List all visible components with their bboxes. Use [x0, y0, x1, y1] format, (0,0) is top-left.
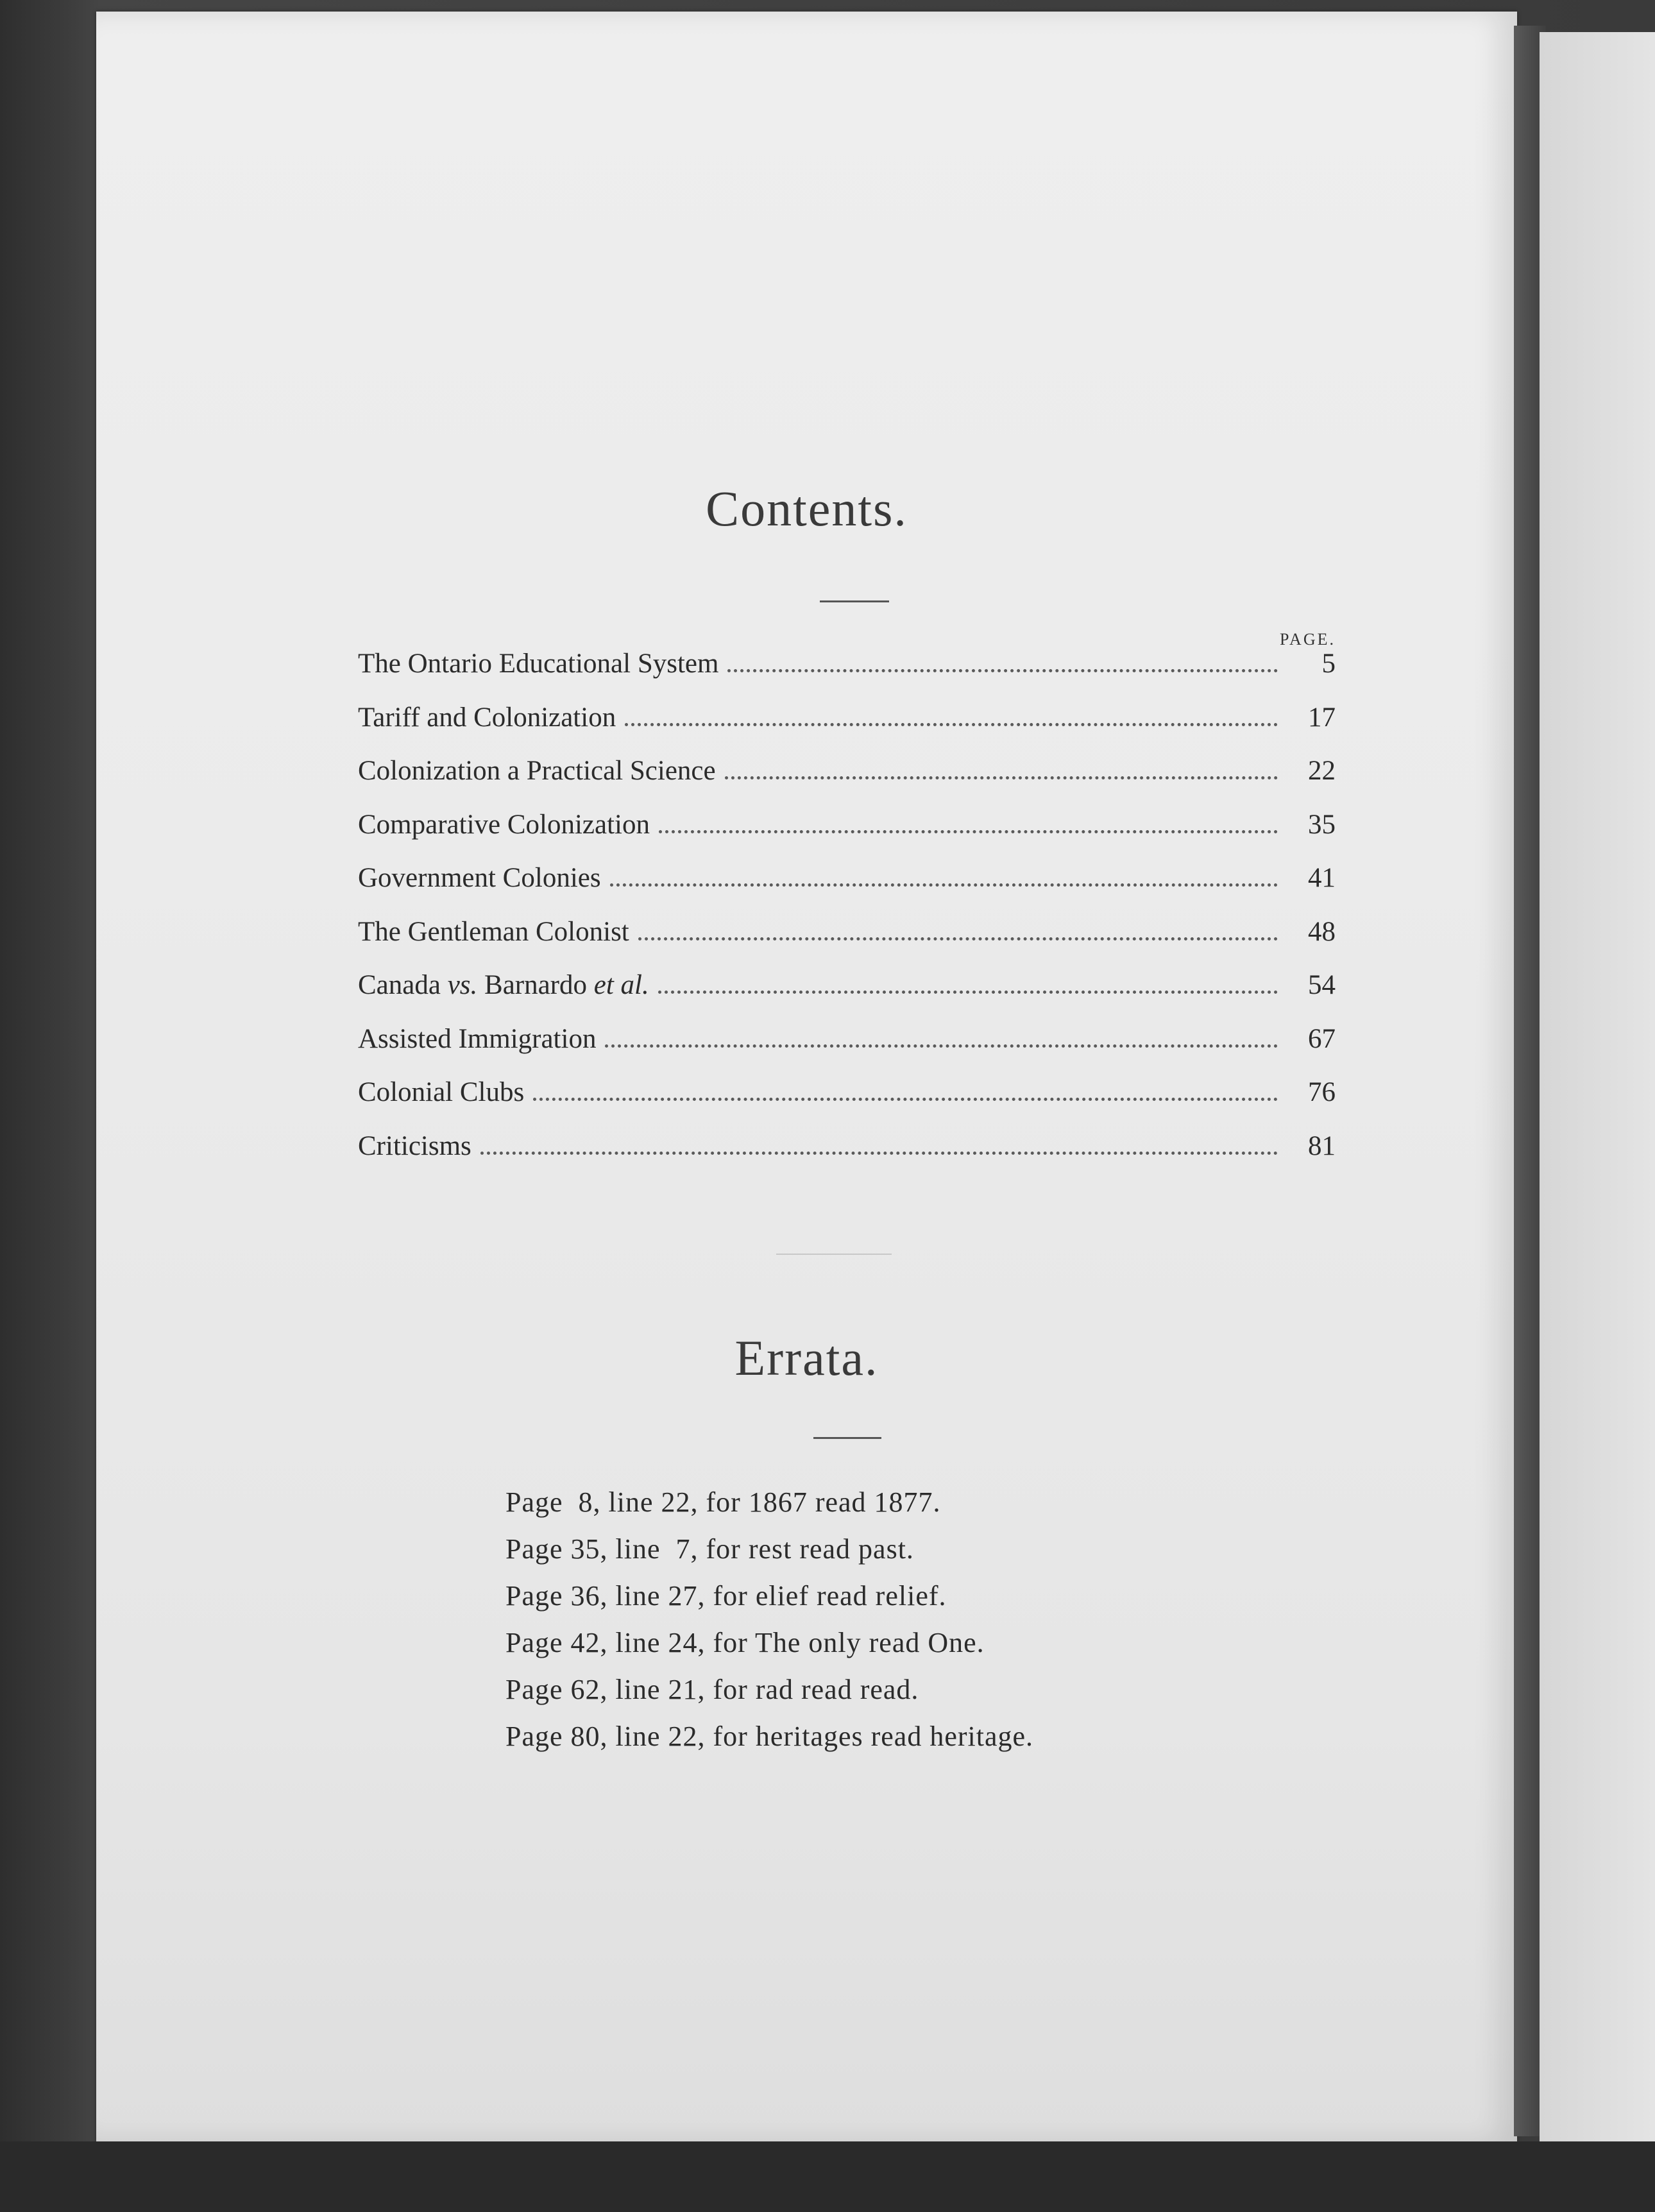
dot-leader: [727, 669, 1278, 672]
contents-rule: [820, 600, 889, 602]
toc-entry-page: 76: [1308, 1077, 1336, 1107]
toc-title-part-italic: et al.: [593, 970, 649, 1000]
toc-entry-title: The Ontario Educational System: [358, 649, 719, 679]
toc-entry-title: [358, 969, 658, 1001]
toc-entry: [358, 862, 1336, 916]
toc-entry: [358, 1130, 1336, 1184]
toc-entry-title: Colonization a Practical Science: [358, 756, 716, 786]
toc-entry-title: Tariff and Colonization: [358, 702, 616, 733]
toc-entry: [358, 809, 1336, 863]
dot-leader: [480, 1152, 1278, 1155]
dot-leader: [638, 937, 1278, 940]
dot-leader: [625, 723, 1278, 726]
toc-entry-page: 81: [1308, 1130, 1336, 1161]
contents-heading: Contents.: [706, 481, 908, 536]
errata-list: [505, 1486, 1339, 1767]
toc-entry-page: 35: [1308, 809, 1336, 840]
toc-entry-page: 67: [1308, 1023, 1336, 1054]
toc-entry: [358, 1023, 1336, 1077]
errata-line: Page 36, line 27, for elief read relief.: [505, 1580, 947, 1612]
toc-entry-page: 5: [1321, 649, 1336, 679]
facing-page: [1540, 32, 1655, 2143]
toc-title-part: Barnardo: [477, 970, 594, 1000]
toc-entry: [358, 1076, 1336, 1130]
errata-line: Page 8, line 22, for 1867 read 1877.: [505, 1486, 941, 1518]
toc-entry: [358, 755, 1336, 809]
toc-entry-title: Assisted Immigration: [358, 1023, 597, 1054]
toc-entry: [358, 702, 1336, 756]
scan-bottom-edge: [0, 2141, 1655, 2212]
toc-entry-title: Comparative Colonization: [358, 809, 650, 840]
toc-entry: [358, 969, 1336, 1023]
dot-leader: [659, 830, 1278, 833]
dot-leader: [725, 776, 1278, 779]
toc-title-part: Canada: [358, 970, 448, 1000]
toc-entry-title: Government Colonies: [358, 863, 601, 893]
toc-entry-page: 54: [1308, 970, 1336, 1000]
table-of-contents: [358, 648, 1336, 1184]
dot-leader: [533, 1098, 1278, 1101]
toc-entry-title: The Gentleman Colonist: [358, 916, 629, 947]
toc-entry-page: 22: [1308, 756, 1336, 786]
toc-entry-page: 48: [1308, 916, 1336, 947]
errata-line: Page 42, line 24, for The only read One.: [505, 1627, 985, 1658]
toc-entry-page: 41: [1308, 863, 1336, 893]
toc-entry-title: Colonial Clubs: [358, 1077, 525, 1107]
page-column-label: PAGE.: [1279, 630, 1336, 649]
errata-rule: [813, 1437, 881, 1439]
dot-leader: [658, 991, 1278, 994]
toc-entry: [358, 916, 1336, 970]
errata-line: Page 80, line 22, for heritages read heritage.: [505, 1721, 1034, 1752]
errata-line: Page 62, line 21, for rad read read.: [505, 1674, 919, 1705]
errata-line: Page 35, line 7, for rest read past.: [505, 1533, 914, 1565]
dot-leader: [610, 883, 1278, 887]
section-divider: [776, 1254, 892, 1255]
errata-heading: Errata.: [734, 1330, 879, 1386]
toc-title-part-italic: vs.: [447, 970, 478, 1000]
toc-entry: [358, 648, 1336, 702]
dot-leader: [605, 1044, 1278, 1048]
toc-entry-page: 17: [1308, 702, 1336, 733]
toc-entry-title: Criticisms: [358, 1130, 471, 1161]
